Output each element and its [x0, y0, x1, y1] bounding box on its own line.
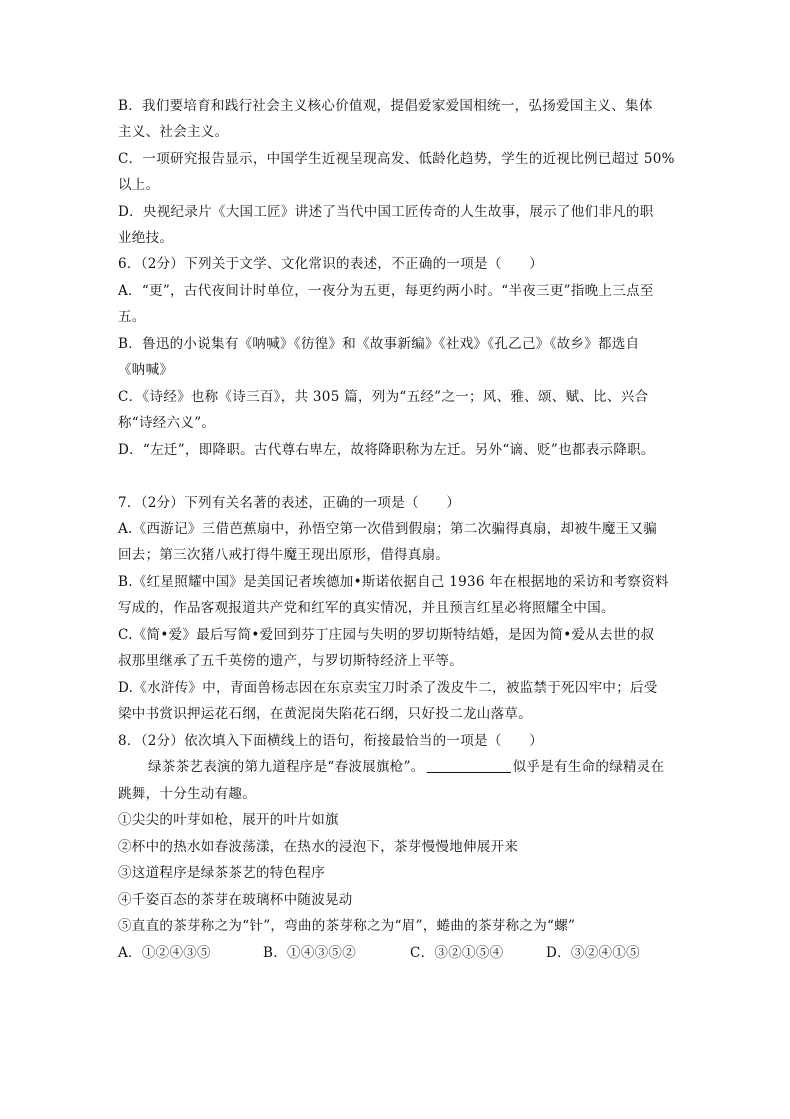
q7-option-b-line2: 写成的，作品客观报道共产党和红军的真实情况，并且预言红星必将照耀全中国。: [118, 600, 615, 616]
q8-stem: 8．（2分）依次填入下面横线上的语句，衔接最恰当的一项是（ ）: [118, 733, 544, 749]
q5-option-d-line1: D．央视纪录片《大国工匠》讲述了当代中国工匠传奇的人生故事，展示了他们非凡的职: [118, 204, 654, 220]
q5-option-c-line1: C．一项研究报告显示，中国学生近视呈现高发、低龄化趋势，学生的近视比例已超过 50%: [118, 151, 675, 167]
q8-fill-blank: [427, 758, 511, 773]
q7-option-c-line1: C.《简•爱》最后写简•爱回到芬丁庄园与失明的罗切斯特结婚，是因为简•爱从去世的叔: [118, 627, 655, 643]
q5-option-c-line2: 以上。: [118, 177, 160, 193]
q6-option-d: D．“左迁”，即降职。古代尊右卑左，故将降职称为左迁。另外“谪、贬”也都表示降职。: [118, 442, 655, 458]
q8-item-4: ④千姿百态的茶芽在玻璃杯中随波晃动: [118, 892, 353, 908]
q8-item-3: ③这道程序是绿茶茶艺的特色程序: [118, 865, 325, 881]
q8-passage-before: 绿茶茶艺表演的第九道程序是“春波展旗枪”。: [148, 759, 425, 775]
q7-option-a-line2: 回去；第三次猪八戒打得牛魔王现出原形，借得真扇。: [118, 547, 450, 563]
q6-option-c-line2: 称“诗经六义”。: [118, 415, 216, 431]
q6-stem: 6．（2分）下列关于文学、文化常识的表述，不正确的一项是（ ）: [118, 256, 544, 272]
q8-item-1: ①尖尖的叶芽如枪，展开的叶片如旗: [118, 812, 339, 828]
q5-option-d-line2: 业绝技。: [118, 230, 174, 246]
q8-passage-after: 似乎是有生命的绿精灵在: [512, 759, 665, 775]
q8-item-5: ⑤直直的茶芽称之为“针”，弯曲的茶芽称之为“眉”，蜷曲的茶芽称之为“螺”: [118, 918, 576, 934]
q6-option-c-line1: C．《诗经》也称《诗三百》，共 305 篇，列为“五经”之一；风、雅、颂、赋、比、兴合: [118, 389, 649, 405]
q5-option-b-line2: 主义、社会主义。: [118, 124, 229, 140]
q6-option-a-line2: 五。: [118, 309, 146, 325]
q6-option-b-line2: 《呐喊》: [118, 362, 174, 378]
q8-passage-line1: [148, 757, 664, 777]
q8-passage-line2: 跳舞，十分生动有趣。: [118, 786, 256, 802]
q6-option-a-line1: A．“更”，古代夜间计时单位，一夜分为五更，每更约两小时。“半夜三更”指晚上三点至: [118, 283, 654, 299]
q7-stem: 7．（2分）下列有关名著的表述，正确的一项是（ ）: [118, 495, 461, 511]
q7-option-b-line1: B.《红星照耀中国》是美国记者埃德加•斯诺依据自己 1936 年在根据地的采访和考察资料: [118, 574, 669, 590]
q8-option-c: C．③②①⑤④: [410, 945, 504, 961]
q7-option-d-line1: D.《水浒传》中，青面兽杨志因在东京卖宝刀时杀了泼皮牛二，被监禁于死囚牢中；后受: [118, 680, 658, 696]
q7-option-d-line2: 梁中书赏识押运花石纲，在黄泥岗失陷花石纲，只好投二龙山落草。: [118, 706, 532, 722]
q8-option-d: D．③②④①⑤: [546, 945, 640, 961]
q8-option-b: B．①④③⑤②: [263, 945, 357, 961]
q6-option-b-line1: B．鲁迅的小说集有《呐喊》《彷徨》和《故事新编》《社戏》《孔乙己》《故乡》都选自: [118, 336, 640, 352]
q7-option-a-line1: A.《西游记》三借芭蕉扇中，孙悟空第一次借到假扇；第二次骗得真扇，却被牛魔王又骗: [118, 521, 658, 537]
q7-option-c-line2: 叔那里继承了五千英傍的遗产，与罗切斯特经济上平等。: [118, 653, 463, 669]
q5-option-b-line1: B．我们要培育和践行社会主义核心价值观，提倡爱家爱国相统一，弘扬爱国主义、集体: [118, 98, 653, 114]
q8-item-2: ②杯中的热水如春波荡漾，在热水的浸泡下，茶芽慢慢地伸展开来: [118, 839, 519, 855]
q8-option-a: A．①②④③⑤: [118, 945, 211, 961]
